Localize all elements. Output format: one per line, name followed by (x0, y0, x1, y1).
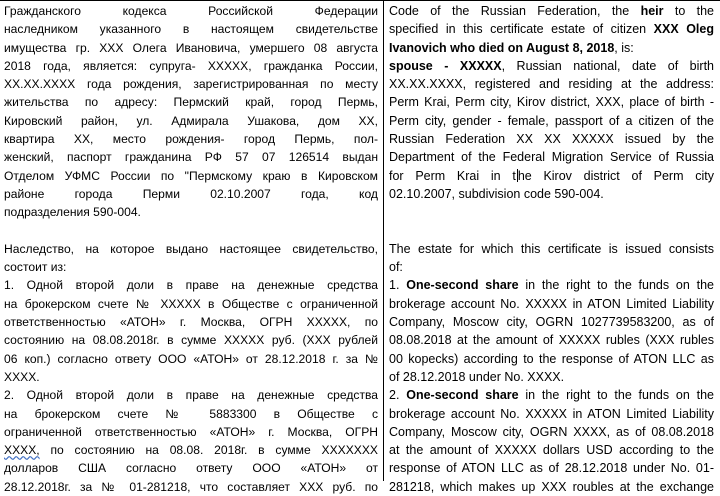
en-text: , Russian national, date of birth (501, 58, 714, 73)
en-text: Code of the Russian Federation, the (389, 4, 641, 18)
ru-line: 06 коп.) согласно ответу ООО «АТОН» от 28.12.2018 г. за № (4, 351, 378, 366)
en-text: for Perm Krai in (389, 168, 513, 183)
en-line: XX.XX.XXXX, registered and residing at the address: (389, 77, 714, 92)
spellcheck-word[interactable]: ХХХХ, (4, 443, 40, 458)
paragraph-gap (389, 222, 714, 240)
paragraph-gap (389, 203, 714, 221)
ru-line: состоянию на 08.08.2018г. в сумме ХХХХХ руб. (ХХХ рублей (4, 333, 378, 348)
ru-line: районе города Перми 02.10.2007 года, код (4, 186, 378, 201)
en-text: in the right to the funds on the (518, 278, 714, 293)
en-text: 2. (389, 388, 407, 403)
ru-line: на брокерском счете № ХХХХХ в Обществе с ограниченной (4, 296, 378, 311)
en-text: , is: (614, 40, 634, 55)
en-line (389, 2, 714, 20)
en-line: 00 kopecks) according to the response of ATON LLC as (389, 351, 714, 366)
english-paragraph-estate (389, 240, 714, 496)
en-text: 1. (389, 278, 407, 293)
ru-line: 2. Одной второй доли в праве на денежные средства (4, 388, 378, 403)
russian-column (4, 2, 378, 496)
ru-line: жительства по адресу: Пермский край, город Пермь, (4, 95, 378, 110)
en-line: of: (389, 260, 403, 275)
ru-line: ХХ.ХХ.ХХХХ года рождения, зарегистрированная по месту (4, 77, 378, 92)
russian-paragraph-heir (4, 2, 378, 222)
ru-line: состоит из: (4, 260, 67, 275)
ru-line: женский, паспорт гражданина РФ 57 07 126514 выдан (4, 150, 378, 165)
en-line (389, 386, 714, 404)
ru-line: Кировский район, ул. Адмирала Ушакова, дом ХХ, (4, 113, 378, 128)
ru-line: Наследство, на которое выдано настоящее свидетельство, (4, 241, 378, 256)
ru-line: долларов США согласно ответу ООО «АТОН» от (4, 461, 378, 476)
en-line: response of ATON LLC as of 28.12.2018 under No. 01- (389, 461, 714, 476)
ru-line: Отделом УФМС России по "Пермскому краю в Кировском (4, 168, 378, 183)
en-bold: One-second share (406, 278, 519, 293)
en-line: Russian Federation XX XX XXXXX issued by the (389, 132, 714, 147)
ru-line: ответственностью «АТОН» г. Москва, ОГРН ХХХХХ, по (4, 315, 378, 330)
en-bold: spouse - XXXXX (389, 58, 502, 73)
ru-line: ХХХХ. (4, 369, 40, 384)
english-column (389, 2, 714, 496)
ru-line: 1. Одной второй доли в праве на денежные средства (4, 278, 378, 293)
en-line (389, 167, 714, 185)
en-line: 08.08.2018 at the amount of XXXXX rubles (XXX rubles (389, 333, 714, 348)
en-bold: Ivanovich who died on August 8, 2018 (389, 40, 615, 55)
ru-line: имущества гр. ХХХ Олега Ивановича, умершего 08 августа (4, 40, 378, 55)
ru-line (4, 441, 378, 459)
en-bold: One-second share (406, 388, 519, 403)
english-paragraph-heir (389, 2, 714, 203)
ru-line: квартира ХХ, место рождения- город Пермь, пол- (4, 132, 378, 147)
en-line: Company, Moscow city, OGRN 1027739583200, as of (389, 315, 714, 330)
ru-line: ограниченной ответственностью «АТОН» г. Москва, ОГРН (4, 424, 378, 439)
en-line: Perm city, gender - female, passport of a citizen of the (389, 113, 714, 128)
en-line: 02.10.2007, subdivision code 590-004. (389, 186, 604, 201)
en-line: Department of the Federal Migration Service of Russia (389, 150, 714, 165)
paragraph-gap (4, 222, 378, 240)
en-line (389, 57, 714, 75)
en-line (389, 276, 714, 294)
en-bold: heir (640, 4, 664, 18)
en-line: Company, Moscow city, OGRN XXXX, as of 08.08.2018 (389, 424, 714, 439)
ru-line: подразделения 590-004. (4, 205, 141, 220)
en-text: in the right to the funds on the (518, 388, 714, 403)
en-text: he Kirov district of Perm city (517, 168, 714, 183)
column-divider (383, 1, 384, 481)
en-line (389, 20, 714, 38)
en-text: specified in this certificate estate of citizen (389, 22, 654, 37)
en-line: brokerage account No. XXXXX in ATON Limited Liability (389, 406, 714, 421)
en-text: to the (663, 4, 715, 18)
russian-paragraph-estate (4, 240, 378, 496)
en-text: t (512, 168, 516, 183)
en-line: brokerage account No. XXXXX in ATON Limited Liability (389, 296, 714, 311)
ru-line: 2018 года, является: супруга- ХХХХХ, гражданка России, (4, 58, 378, 73)
ru-line: наследником указанного в настоящем свидетельстве (4, 22, 378, 37)
en-line: Perm Krai, Perm city, Kirov district, XXX, place of birth - (389, 95, 714, 110)
en-line: 281218, which makes up XXX roubles at the exchange (389, 479, 714, 494)
ru-line-text: по состоянию на 08.08. 2018г. в сумме ХХХХХХХ (39, 443, 378, 458)
en-bold: XXX Oleg (653, 22, 714, 37)
ru-line: 28.12.2018г. за № 01-281218, что составляет ХХХ руб. по (4, 479, 378, 494)
en-line: The estate for which this certificate is issued consists (389, 241, 714, 256)
en-line: of 28.12.2018 under No. XXXX. (389, 369, 565, 384)
ru-line: на брокерском счете № 5883300 в Обществе с (4, 406, 378, 421)
ru-line: Гражданского кодекса Российской Федерации (4, 4, 378, 18)
en-line (389, 39, 714, 57)
en-line: at the amount of XXXXX dollars USD according to the (389, 443, 714, 458)
